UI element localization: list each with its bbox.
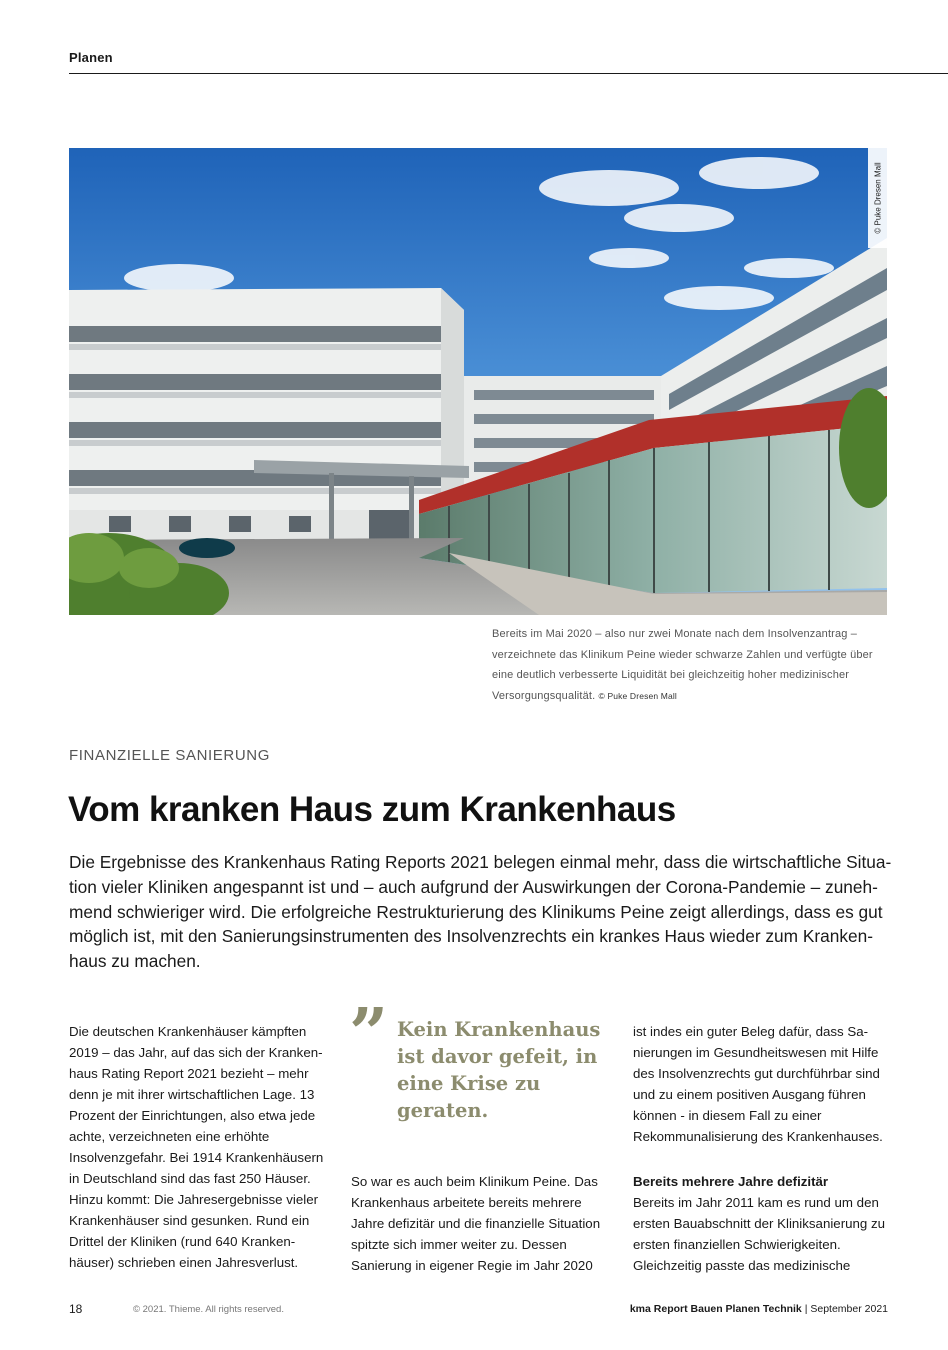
article-kicker: FINANZIELLE SANIERUNG [69,747,270,764]
body-column-3-text: Bereits im Jahr 2011 kam es rund um den ersten Bauabschnitt der Kliniksanierung zu ersten finanziellen Schwierigkeiten. Gleichzeitig passte das medizinische [633,1195,886,1273]
article-title: Vom kranken Haus zum Krankenhaus [68,790,676,829]
body-column-1: Die deutschen Krankenhäuser kämpften 2019 – das Jahr, auf das sich der Krankenhaus Rating Report 2021 bezieht – mehr denn je mit ihrer wirtschaftlichen Lage. 13 Prozent der Einrichtungen, also etwa jede achte, verzeichneten eine erhöhte Insolvenzgefahr. Bei 1914 Krankenhäusern in Deutschland sind das fast 250 Häuser. Hinzu kommt: Die Jahresergebnisse vieler Krankenhäuser sind gesunken. Rund ein Drittel der Kliniken (rund 640 Krankenhäuser) schrieben einen Jahresverlust. [69,1024,324,1270]
footer-copyright: © 2021. Thieme. All rights reserved. [133,1304,284,1315]
photo-credit-badge [868,148,888,248]
caption-credit: © Puke Dresen Mall [598,690,677,701]
header-rule [69,73,948,74]
article-lead: Die Ergebnisse des Krankenhaus Rating Reports 2021 belegen einmal mehr, dass die wirtschaftliche Situation vieler Kliniken angespannt ist und – auch aufgrund der Auswirkungen der Corona-Pandemie – zunehmend schwieriger wird. Die erfolgreiche Restrukturierung des Klinikums Peine zeigt allerdings, dass es gut möglich ist, mit den Sanierungsinstrumenten des Insolvenzrechts ein krankes Haus wieder zum Krankenhaus zu machen. [69,852,892,972]
footer-publication-info [630,1303,888,1315]
caption-text: Bereits im Mai 2020 – also nur zwei Monate nach dem Insolvenzantrag – verzeichnete das Klinikum Peine wieder schwarze Zahlen und verfügte über eine deutlich verbesserte Liquidität bei gleichzeitig hoher medizinischer Versorgungsqualität. [492,628,873,702]
photo-credit-text: © Puke Dresen Mall [873,162,883,234]
footer-separator: | [804,1303,808,1315]
photo-caption [492,624,892,706]
hero-photo [69,148,887,615]
section-subhead: Bereits mehrere Jahre defizitär [633,1174,829,1189]
hospital-building-illustration [69,148,887,615]
body-column-3-continued [633,1171,893,1276]
body-column-3: ist indes ein guter Beleg dafür, dass Sanierungen im Gesundheitswesen mit Hilfe des Insolvenzrechts gut durchführbar sind und zu einem positiven Ausgang führen können - in diesem Fall zu einer Rekommunalisierung des Krankenhauses. [633,1024,883,1144]
page-number: 18 [69,1302,83,1316]
pull-quote: Kein Krankenhaus ist davor gefeit, in eine Krise zu geraten. [397,1018,601,1122]
section-label: Planen [69,50,113,65]
publication-name: kma Report Bauen Planen Technik [629,1303,802,1315]
issue-date: September 2021 [810,1303,888,1315]
body-column-2: So war es auch beim Klinikum Peine. Das Krankenhaus arbeitete bereits mehrere Jahre defizitär und die finanzielle Situation spitzte sich immer weiter zu. Dessen Sanierung in eigener Regie im Jahr 2020 [351,1174,601,1273]
quote-mark-icon: ” [349,994,389,1074]
